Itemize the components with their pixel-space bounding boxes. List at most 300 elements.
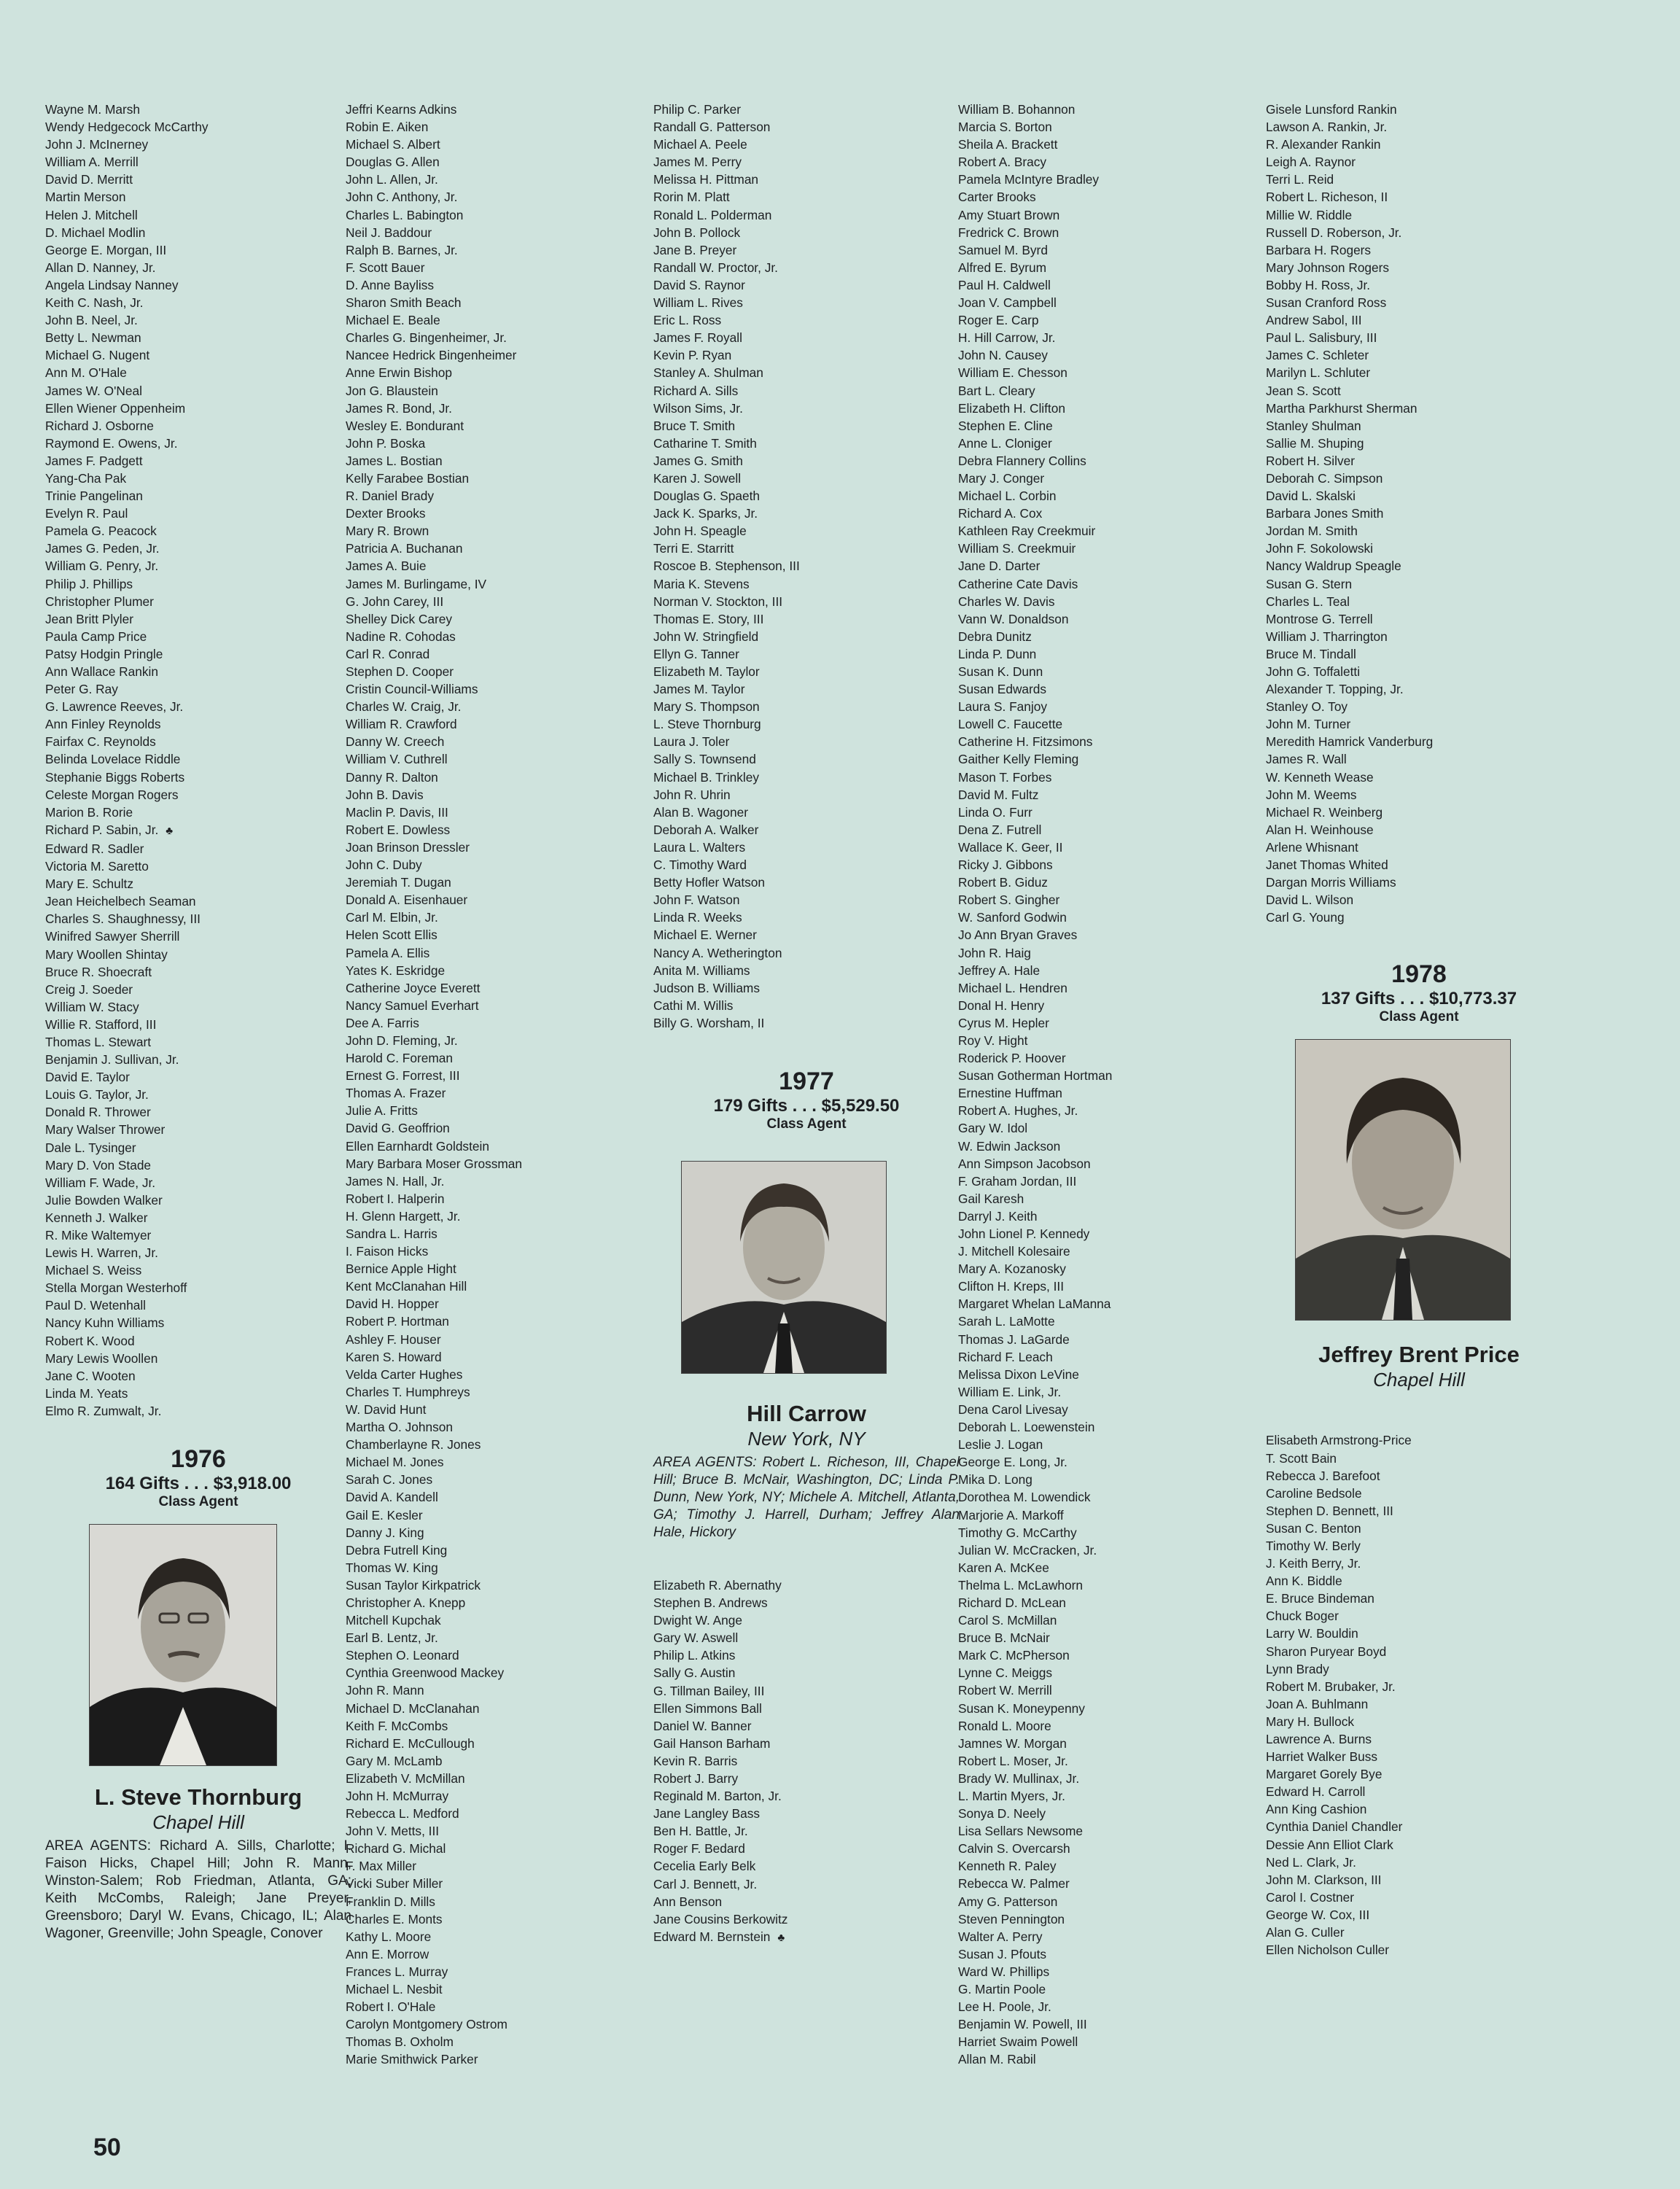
donor-name: Michael A. Peele [653, 137, 747, 152]
donor-name: Dee A. Farris [346, 1015, 419, 1030]
donor-name: Sarah C. Jones [346, 1472, 433, 1488]
donor-name: Ann E. Morrow [346, 1946, 429, 1961]
donor-name: William E. Chesson [958, 365, 1068, 381]
donor-name: Kenneth R. Paley [958, 1859, 1057, 1874]
donor-name: Carl J. Bennett, Jr. [653, 1876, 758, 1891]
donor-name: Stephen E. Cline [958, 418, 1053, 433]
donor-name: Catherine H. Fitzsimons [958, 734, 1093, 750]
donor-name: Winifred Sawyer Sherrill [45, 929, 180, 944]
donor-name: Richard J. Osborne [45, 418, 154, 433]
donor-name: Pamela McIntyre Bradley [958, 172, 1100, 187]
donor-name: L. Steve Thornburg [653, 717, 761, 732]
donor-name: James L. Bostian [346, 453, 443, 468]
donor-name: Susan G. Stern [1266, 576, 1353, 591]
donor-list-1977-end [1266, 101, 1572, 926]
donor-name: Cyrus M. Hepler [958, 1015, 1049, 1030]
donor-name: Robert A. Bracy [958, 155, 1047, 170]
donor-name: John B. Pollock [653, 225, 741, 240]
donor-name: Charles L. Babington [346, 207, 464, 222]
donor-row-with-mark [45, 821, 351, 840]
donor-name: Donald A. Eisenhauer [346, 893, 468, 908]
class-year: 1978 [1391, 960, 1447, 989]
donor-name: Danny W. Creech [346, 734, 445, 750]
class-1977-header [653, 1067, 960, 1132]
donor-name: John V. Metts, III [346, 1824, 440, 1839]
donor-name: Michael S. Albert [346, 137, 440, 152]
donor-name: John B. Neel, Jr. [45, 313, 138, 328]
donor-name: Marion B. Rorie [45, 804, 133, 820]
donor-name: Rorin M. Platt [653, 190, 730, 205]
donor-name: John M. Weems [1266, 787, 1357, 802]
donor-name: Nancy Kuhn Williams [45, 1315, 165, 1331]
donor-name: Jane B. Preyer [653, 242, 737, 257]
donor-name: Stephanie Biggs Roberts [45, 769, 185, 785]
donor-name: Earl B. Lentz, Jr. [346, 1630, 438, 1646]
donor-name: Keith F. McCombs [346, 1718, 448, 1733]
donor-name: Randall G. Patterson [653, 120, 771, 135]
donor-name: Thomas L. Stewart [45, 1034, 152, 1049]
donor-name: I. Faison Hicks [346, 1244, 429, 1259]
donor-name: John F. Sokolowski [1266, 541, 1373, 556]
donor-name: Gary M. McLamb [346, 1753, 443, 1768]
donor-name: Richard E. McCullough [346, 1735, 475, 1751]
donor-name: Charles W. Craig, Jr. [346, 699, 462, 715]
donor-name: Rebecca J. Barefoot [1266, 1468, 1380, 1483]
donor-name: Nancy Waldrup Speagle [1266, 559, 1401, 574]
donor-name: Ellen Wiener Oppenheim [45, 400, 186, 416]
class-agent-label: Class Agent [766, 1116, 847, 1132]
donor-name: Wesley E. Bondurant [346, 418, 464, 433]
donor-name: Jean Britt Plyler [45, 611, 134, 626]
donor-name: William L. Rives [653, 295, 743, 311]
area-agents: AREA AGENTS: Robert L. Richeson, III, Chapel Hill; Bruce B. McNair, Washington, DC; Linda P. Dunn, New York, NY; Michele A. Mitchell, Atlanta, GA; Timothy J. Harrell, Durham; Jeffrey Alan Hale, Hickory [653, 1454, 960, 1540]
donor-name: Carol S. McMillan [958, 1613, 1057, 1628]
donor-name: Calvin S. Overcarsh [958, 1841, 1070, 1856]
donor-name: Terri L. Reid [1266, 172, 1334, 187]
donor-name: Dena Carol Livesay [958, 1401, 1068, 1417]
memorial-mark-icon: ♣ [166, 824, 174, 837]
donor-name: Rebecca W. Palmer [958, 1876, 1070, 1891]
donor-name: Kevin P. Ryan [653, 348, 732, 363]
donor-name: Thomas W. King [346, 1560, 438, 1575]
donor-name: Thomas A. Frazer [346, 1086, 446, 1101]
donor-name: Mika D. Long [958, 1472, 1032, 1488]
donor-name: Bruce B. McNair [958, 1630, 1050, 1646]
donor-name: Charles W. Davis [958, 594, 1055, 609]
donor-name: Belinda Lovelace Riddle [45, 752, 181, 767]
donor-name: Robert K. Wood [45, 1333, 135, 1348]
donor-name: Julian W. McCracken, Jr. [958, 1542, 1097, 1558]
donor-name: John G. Toffaletti [1266, 664, 1361, 679]
donor-name: James M. Perry [653, 155, 742, 170]
donor-name: Daniel W. Banner [653, 1718, 752, 1733]
donor-name: Amy Stuart Brown [958, 207, 1060, 222]
donor-name: Mary Barbara Moser Grossman [346, 1156, 523, 1171]
donor-name: Susan Gotherman Hortman [958, 1068, 1113, 1084]
donor-name: Norman V. Stockton, III [653, 594, 783, 609]
donor-name: John N. Causey [958, 348, 1048, 363]
donor-name: William A. Merrill [45, 155, 139, 170]
donor-name: Stanley O. Toy [1266, 699, 1348, 715]
donor-name: Patsy Hodgin Pringle [45, 646, 163, 661]
donor-name: Dargan Morris Williams [1266, 875, 1396, 890]
donor-name: Mary H. Bullock [1266, 1714, 1354, 1729]
donor-name: Ellyn G. Tanner [653, 646, 739, 661]
donor-name: Wendy Hedgecock McCarthy [45, 120, 209, 135]
donor-name: Mary Johnson Rogers [1266, 260, 1390, 275]
donor-name: John C. Anthony, Jr. [346, 190, 458, 205]
donor-name: Robert J. Barry [653, 1771, 739, 1786]
donor-name: Anne L. Cloniger [958, 435, 1052, 451]
donor-name: Mason T. Forbes [958, 769, 1052, 785]
donor-name: Stella Morgan Westerhoff [45, 1280, 187, 1296]
donor-name: C. Timothy Ward [653, 858, 747, 873]
donor-name: Richard P. Sabin, Jr. [45, 822, 159, 837]
donor-name: John W. Stringfield [653, 629, 759, 644]
donor-name: Raymond E. Owens, Jr. [45, 435, 178, 451]
donor-name: Timothy G. McCarthy [958, 1525, 1077, 1540]
donor-name: Mary Lewis Woollen [45, 1350, 158, 1366]
donor-name: Gary W. Idol [958, 1121, 1028, 1136]
donor-name: Sally S. Townsend [653, 752, 756, 767]
donor-name: Gary W. Aswell [653, 1630, 739, 1646]
donor-name: Meredith Hamrick Vanderburg [1266, 734, 1434, 750]
donor-name: Allan M. Rabil [958, 2052, 1036, 2067]
donor-name: Charles E. Monts [346, 1911, 443, 1926]
donor-name: Allan D. Nanney, Jr. [45, 260, 156, 275]
donor-name: Cecelia Early Belk [653, 1859, 756, 1874]
donor-name: Robert L. Richeson, II [1266, 190, 1388, 205]
donor-name: H. Glenn Hargett, Jr. [346, 1208, 461, 1224]
agent-name: Jeffrey Brent Price [1318, 1342, 1520, 1368]
donor-name: R. Alexander Rankin [1266, 137, 1381, 152]
donor-name: Thomas B. Oxholm [346, 2034, 454, 2050]
donor-name: David E. Taylor [45, 1070, 130, 1085]
donor-name: Jean Heichelbech Seaman [45, 894, 196, 909]
donor-name: Ellen Simmons Ball [653, 1700, 762, 1716]
donor-name: Harriet Swaim Powell [958, 2034, 1078, 2050]
donor-name: Carol I. Costner [1266, 1889, 1355, 1905]
donor-name: Roger E. Carp [958, 313, 1039, 328]
gifts-total: 179 Gifts . . . $5,529.50 [713, 1095, 900, 1116]
donor-name: Elizabeth M. Taylor [653, 664, 760, 679]
donor-name: Robert W. Merrill [958, 1683, 1052, 1698]
donor-name: J. Keith Berry, Jr. [1266, 1556, 1361, 1571]
donor-name: James C. Schleter [1266, 348, 1369, 363]
donor-name: Barbara Jones Smith [1266, 506, 1384, 521]
donor-name: Eric L. Ross [653, 313, 722, 328]
donor-name: Ronald L. Moore [958, 1718, 1051, 1733]
donor-name: Elizabeth V. McMillan [346, 1770, 465, 1786]
donor-name: Debra Dunitz [958, 629, 1032, 644]
donor-name: David A. Kandell [346, 1490, 438, 1505]
donor-name: Carter Brooks [958, 190, 1036, 205]
agent-photo-thornburg [89, 1524, 277, 1766]
donor-name: Catherine Joyce Everett [346, 980, 481, 995]
donor-name: Brady W. Mullinax, Jr. [958, 1770, 1080, 1786]
class-year: 1977 [779, 1067, 834, 1095]
donor-name: Jordan M. Smith [1266, 524, 1358, 539]
column-5 [1266, 101, 1572, 1959]
donor-name: Debra Flannery Collins [958, 453, 1086, 468]
donor-name: Jamnes W. Morgan [958, 1735, 1067, 1751]
donor-name: Caroline Bedsole [1266, 1485, 1362, 1501]
donor-name: Janet Thomas Whited [1266, 858, 1388, 873]
donor-name: Lynn Brady [1266, 1661, 1329, 1676]
donor-name: Jane Langley Bass [653, 1806, 761, 1821]
donor-name: W. Edwin Jackson [958, 1138, 1061, 1154]
donor-name: Lee H. Poole, Jr. [958, 1999, 1051, 2015]
donor-name: George E. Long, Jr. [958, 1455, 1068, 1470]
donor-name: Bruce T. Smith [653, 418, 736, 433]
donor-name: Bart L. Cleary [958, 383, 1035, 398]
donor-name: Charles G. Bingenheimer, Jr. [346, 330, 507, 346]
class-agent-label: Class Agent [1379, 1009, 1459, 1025]
donor-name: Dessie Ann Elliot Clark [1266, 1837, 1393, 1852]
donor-name: James W. O'Neal [45, 383, 142, 398]
donor-name: Elisabeth Armstrong-Price [1266, 1433, 1412, 1448]
donor-name: Carl M. Elbin, Jr. [346, 910, 438, 925]
donor-name: Robert I. Halperin [346, 1191, 445, 1206]
donor-list-1976-cont [653, 101, 960, 1032]
donor-name: Cynthia Greenwood Mackey [346, 1665, 505, 1681]
donor-list-1978 [1266, 1431, 1572, 1959]
donor-name: Vicki Suber Miller [346, 1876, 443, 1891]
donor-name: Thomas E. Story, III [653, 611, 764, 626]
column-4 [958, 101, 1264, 2069]
donor-name: Rebecca L. Medford [346, 1806, 459, 1821]
donor-name: Douglas G. Allen [346, 155, 440, 170]
donor-name: George E. Morgan, III [45, 242, 167, 257]
donor-name: James G. Smith [653, 453, 743, 468]
donor-name: Paula Camp Price [45, 629, 147, 644]
memorial-mark-icon: ♣ [777, 1931, 785, 1944]
donor-name: Mark C. McPherson [958, 1648, 1070, 1663]
donor-name: John H. McMurray [346, 1789, 449, 1803]
donor-name: G. Tillman Bailey, III [653, 1683, 765, 1698]
donor-name: Christopher A. Knepp [346, 1595, 466, 1610]
donor-list-1976 [346, 101, 652, 2069]
donor-name: Barbara H. Rogers [1266, 242, 1372, 257]
donor-name: Linda O. Furr [958, 804, 1032, 820]
donor-name: Roderick P. Hoover [958, 1051, 1066, 1066]
donor-name: James F. Padgett [45, 453, 143, 468]
donor-name: Jack K. Sparks, Jr. [653, 506, 758, 521]
donor-name: Trinie Pangelinan [45, 489, 143, 504]
donor-name: L. Martin Myers, Jr. [958, 1789, 1065, 1803]
donor-name: William J. Tharrington [1266, 629, 1388, 644]
donor-name: Marilyn L. Schluter [1266, 365, 1371, 381]
donor-name: Michael D. McClanahan [346, 1700, 480, 1716]
donor-name: William B. Bohannon [958, 102, 1076, 117]
area-agents: AREA AGENTS: Richard A. Sills, Charlotte; I. Faison Hicks, Chapel Hill; John R. Mann, Winston-Salem; Rob Friedman, Atlanta, GA; Keith McCombs, Raleigh; Jane Preyer, Greensboro; Daryl W. Evans, Chicago, IL; Alan Wagoner, Greenville; John Speagle, Conover [45, 1838, 351, 1942]
donor-name: Maclin P. Davis, III [346, 804, 448, 820]
donor-name: Melissa Dixon LeVine [958, 1366, 1079, 1382]
class-agent-label: Class Agent [158, 1494, 238, 1510]
donor-name: Julie Bowden Walker [45, 1192, 163, 1208]
donor-name: Robert I. O'Hale [346, 1999, 436, 2015]
donor-name: Sallie M. Shuping [1266, 435, 1364, 451]
gifts-total: 137 Gifts . . . $10,773.37 [1321, 989, 1517, 1009]
donor-name: Deborah C. Simpson [1266, 470, 1383, 486]
donor-name: Charles L. Teal [1266, 594, 1350, 609]
donor-name: Donald R. Thrower [45, 1105, 151, 1120]
donor-name: Arlene Whisnant [1266, 839, 1358, 855]
donor-name: Danny R. Dalton [346, 769, 438, 785]
donor-name: R. Daniel Brady [346, 489, 435, 504]
donor-name: Marie Smithwick Parker [346, 2052, 478, 2067]
donor-name: Lynne C. Meiggs [958, 1665, 1053, 1681]
donor-name: Harold C. Foreman [346, 1051, 453, 1066]
donor-name: John C. Duby [346, 858, 422, 873]
donor-name: James N. Hall, Jr. [346, 1173, 445, 1189]
donor-name: Millie W. Riddle [1266, 207, 1353, 222]
column-2 [346, 101, 652, 2069]
donor-name: W. Sanford Godwin [958, 910, 1067, 925]
donor-name: Robert M. Brubaker, Jr. [1266, 1679, 1396, 1694]
donor-name: Lowell C. Faucette [958, 717, 1063, 732]
donor-name: Yang-Cha Pak [45, 470, 127, 486]
donor-name: G. John Carey, III [346, 594, 444, 609]
donor-name: John M. Turner [1266, 717, 1351, 732]
donor-name: John B. Davis [346, 787, 424, 802]
donor-name: Stephen O. Leonard [346, 1648, 459, 1663]
donor-name: Michael G. Nugent [45, 348, 150, 363]
donor-name: Susan C. Benton [1266, 1520, 1361, 1536]
donor-name: Robert H. Silver [1266, 453, 1355, 468]
donor-name: Fairfax C. Reynolds [45, 734, 156, 750]
donor-name: Mitchell Kupchak [346, 1613, 441, 1628]
donor-name: Linda R. Weeks [653, 910, 742, 925]
donor-name: Clifton H. Kreps, III [958, 1279, 1065, 1294]
donor-name: Michael L. Corbin [958, 489, 1057, 504]
donor-name: William E. Link, Jr. [958, 1384, 1062, 1399]
donor-name: Stanley A. Shulman [653, 365, 763, 381]
donor-name: Ernest G. Forrest, III [346, 1068, 460, 1084]
gifts-total: 164 Gifts . . . $3,918.00 [105, 1474, 292, 1494]
donor-name: Creig J. Soeder [45, 981, 133, 997]
donor-name: David M. Fultz [958, 787, 1039, 802]
donor-name: George W. Cox, III [1266, 1907, 1370, 1922]
donor-name: Alan G. Culler [1266, 1925, 1345, 1940]
donor-name: Frances L. Murray [346, 1964, 448, 1979]
donor-name: Ann King Cashion [1266, 1802, 1367, 1817]
donor-name: Richard G. Michal [346, 1841, 446, 1856]
donor-name: Dale L. Tysinger [45, 1140, 136, 1155]
donor-name: Pamela G. Peacock [45, 524, 157, 539]
donor-name: Robert B. Giduz [958, 875, 1048, 890]
donor-name: Benjamin J. Sullivan, Jr. [45, 1052, 179, 1068]
donor-name: Laura J. Toler [653, 734, 730, 750]
donor-name: Elizabeth H. Clifton [958, 400, 1065, 416]
donor-name: E. Bruce Bindeman [1266, 1591, 1374, 1606]
donor-name: Bruce R. Shoecraft [45, 964, 152, 979]
donor-name: Roscoe B. Stephenson, III [653, 559, 800, 574]
donor-name: Carl R. Conrad [346, 646, 430, 661]
donor-name: Susan K. Dunn [958, 664, 1043, 679]
donor-name: William V. Cuthrell [346, 752, 448, 767]
donor-name: Kathleen Ray Creekmuir [958, 524, 1096, 539]
donor-name: Andrew Sabol, III [1266, 313, 1362, 328]
donor-name: Philip L. Atkins [653, 1648, 736, 1663]
donor-name: Anne Erwin Bishop [346, 365, 453, 381]
donor-name: G. Lawrence Reeves, Jr. [45, 699, 184, 715]
donor-name: Ernestine Huffman [958, 1086, 1062, 1101]
donor-name: William R. Crawford [346, 717, 457, 732]
donor-name: Laura S. Fanjoy [958, 699, 1047, 715]
donor-name: Robert E. Dowless [346, 822, 451, 837]
donor-name: James M. Burlingame, IV [346, 576, 487, 591]
donor-name: Vann W. Donaldson [958, 611, 1069, 626]
donor-name: J. Mitchell Kolesaire [958, 1244, 1070, 1259]
donor-name: Michael L. Nesbit [346, 1982, 443, 1997]
donor-name: Darryl J. Keith [958, 1208, 1038, 1224]
donor-name: T. Scott Bain [1266, 1450, 1337, 1466]
donor-name: Linda P. Dunn [958, 646, 1037, 661]
donor-name: Charles T. Humphreys [346, 1384, 470, 1399]
agent-name: L. Steve Thornburg [94, 1784, 303, 1811]
donor-name: Jane Cousins Berkowitz [653, 1911, 788, 1926]
donor-name: Julie A. Fritts [346, 1103, 418, 1119]
donor-name: Randall W. Proctor, Jr. [653, 260, 778, 275]
donor-name: John R. Mann [346, 1683, 424, 1698]
agent-city: Chapel Hill [152, 1811, 244, 1834]
donor-name: Wallace K. Geer, II [958, 839, 1063, 855]
donor-name: Thomas J. LaGarde [958, 1331, 1070, 1347]
donor-name: Carl G. Young [1266, 910, 1345, 925]
donor-name: Jeffrey A. Hale [958, 963, 1041, 978]
donor-name: Amy G. Patterson [958, 1894, 1058, 1909]
donor-name: Edward R. Sadler [45, 841, 144, 856]
donor-name: Martha Parkhurst Sherman [1266, 400, 1418, 416]
donor-name: Stephen B. Andrews [653, 1595, 768, 1611]
donor-name: Ellen Nicholson Culler [1266, 1943, 1390, 1958]
donor-name: John R. Uhrin [653, 787, 731, 802]
donor-name: James F. Royall [653, 330, 742, 346]
donor-name: Wayne M. Marsh [45, 102, 140, 117]
donor-name: Joan A. Buhlmann [1266, 1696, 1369, 1711]
donor-name: Mary S. Thompson [653, 699, 760, 715]
donor-name: Gail Hanson Barham [653, 1735, 771, 1751]
portrait-image [90, 1525, 276, 1765]
donor-name: Louis G. Taylor, Jr. [45, 1087, 149, 1103]
donor-name: Joan V. Campbell [958, 295, 1057, 311]
donor-name: Robert S. Gingher [958, 893, 1060, 908]
donor-name: Lewis H. Warren, Jr. [45, 1245, 158, 1261]
donor-name: Benjamin W. Powell, III [958, 2017, 1087, 2032]
donor-name: Michael R. Weinberg [1266, 804, 1383, 820]
agent-name: Hill Carrow [747, 1400, 866, 1426]
donor-name: Reginald M. Barton, Jr. [653, 1789, 782, 1804]
donor-name: Stanley Shulman [1266, 418, 1361, 433]
donor-name: Kathy L. Moore [346, 1929, 432, 1944]
donor-name: Edward H. Carroll [1266, 1784, 1366, 1800]
donor-name: James R. Wall [1266, 752, 1347, 767]
donor-name: Susan Edwards [958, 682, 1047, 697]
donor-name: Catharine T. Smith [653, 435, 757, 451]
agent-photo-carrow [681, 1161, 887, 1374]
donor-name: Stephen D. Cooper [346, 664, 454, 679]
agent-city: New York, NY [747, 1427, 866, 1450]
donor-name: Kelly Farabee Bostian [346, 470, 470, 486]
donor-name: Richard A. Cox [958, 506, 1043, 521]
donor-name: Ann K. Biddle [1266, 1574, 1342, 1589]
donor-name: Gisele Lunsford Rankin [1266, 102, 1397, 117]
donor-name: Leslie J. Logan [958, 1437, 1043, 1453]
donor-name: Sharon Smith Beach [346, 295, 462, 311]
donor-name: David G. Geoffrion [346, 1121, 450, 1136]
donor-name: John R. Haig [958, 945, 1031, 960]
